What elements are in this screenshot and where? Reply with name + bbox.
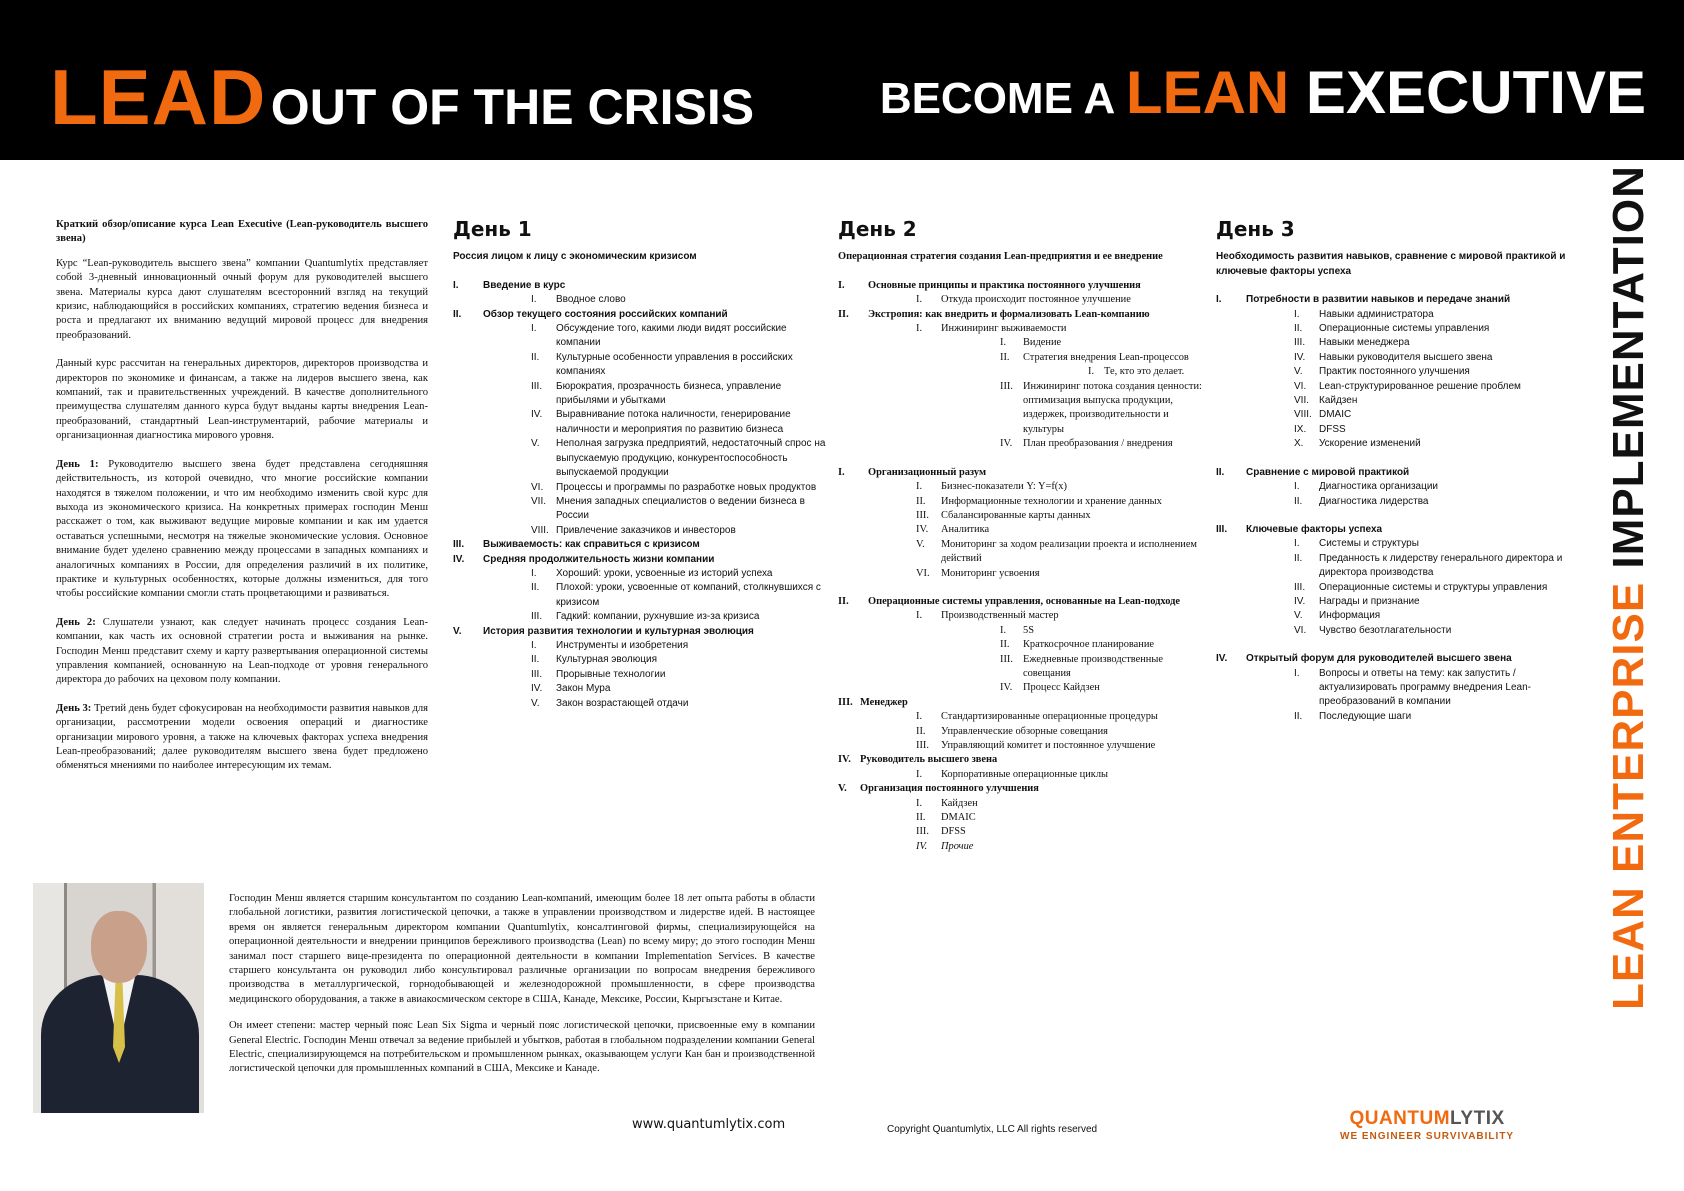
day-label: День 2: [56, 616, 96, 628]
day-1-title: День 1 [453, 217, 532, 241]
presenter-photo [33, 883, 204, 1113]
outline-item: II. Преданность к лидерству генерального директора и директора производства [1294, 552, 1563, 579]
side-vertical-title [1604, 165, 1654, 1010]
outline-item: I. Инструменты и изобретения [531, 639, 689, 651]
outline-item: V. Неполная загрузка предприятий, недостаточный спрос на выпускаемую продукцию, конкурентоспособность выпускаемой продукции [531, 438, 826, 479]
outline-item: IX. DFSS [1294, 423, 1346, 435]
outline-item: I. Бизнес-показатели Y: Y=f(x) [916, 481, 1067, 493]
quantumlytix-logo [1340, 1108, 1514, 1142]
outline-item: II. Диагностика лидерства [1294, 495, 1429, 507]
implementation-text: IMPLEMENTATION [1604, 165, 1653, 582]
outline-item: I. Инжиниринг выживаемости [916, 323, 1067, 335]
outline-item: IV. Награды и признание [1294, 595, 1420, 607]
bio-paragraph: Господин Менш является старшим консультантом по созданию Lean-компаний, имеющим более 18 лет опыта работы в области глобальной логистики, развития логистической цепочки, а также в управлении производством и лидерстве идей. В настоящее время он является генеральным директором компании Quantumlytix, консалтинговой фирмы, специализирующейся на операционной деятельности и внедрении принципов бережливого производства (Lean) по всему миру; до этого господин Менш занимал пост старшего вице-президента по операционной деятельности в компании Implementation Services. В качестве старшего консультанта он руководил либо консультировал различные организации по вопросам внедрения бережливого производства в металлургической, горнодобывающей и железнодорожной промышленности, в сфере производства медицинского оборудования, а также в авиакосмическом секторе в США, Канаде, Мексике, России, Кыргызстане и Китае. [229, 893, 815, 1005]
outline-item: VI. Мониторинг усвоения [916, 567, 1040, 579]
outline-item: I. Навыки администратора [1294, 308, 1434, 320]
intro-paragraph [56, 458, 428, 602]
outline-item: IV. Средняя продолжительность жизни компании [453, 553, 715, 565]
outline-item: IV. Открытый форум для руководителей высшего звена [1216, 653, 1512, 665]
outline-item: V. Закон возрастающей отдачи [531, 697, 689, 709]
outline-item: VI. Процессы и программы по разработке новых продуктов [531, 481, 817, 493]
out-of-crisis-text: OUT OF THE CRISIS [270, 79, 755, 135]
outline-item: V. Мониторинг за ходом реализации проекта и исполнением действий [916, 538, 1198, 565]
outline-item: III. Операционные системы и структуры управления [1294, 581, 1548, 593]
day-2-title: День 2 [838, 217, 917, 241]
outline-item: IV. Руководитель высшего звена [838, 754, 998, 766]
outline-item: III. Ключевые факторы успеха [1216, 523, 1383, 535]
outline-item: I. Потребности в развитии навыков и передаче знаний [1216, 294, 1511, 306]
outline-item: III. Навыки менеджера [1294, 337, 1410, 349]
paragraph-text: Слушатели узнают, как следует начинать процесс создания Lean-компании, как часть их основной стратегии роста и выживания на рынке. Господин Менш представит схему и карту развертывания операционной системы управления компанией, основанную на Lean-подходе от уровня генерального директора до рабочих на цеховом полу компании. [56, 616, 428, 686]
copyright-notice: Copyright Quantumlytix, LLC All rights reserved [887, 1124, 1098, 1135]
outline-item: X. Ускорение изменений [1294, 438, 1421, 450]
outline-item: I. Обсуждение того, какими люди видят российские компании [531, 323, 787, 349]
outline-item: I. Корпоративные операционные циклы [916, 768, 1108, 780]
day-3-column [1216, 217, 1596, 724]
website-url[interactable]: www.quantumlytix.com [632, 1117, 786, 1132]
logo-tagline: WE ENGINEER SURVIVABILITY [1340, 1131, 1515, 1142]
outline-item: I. Те, кто это делает. [1088, 366, 1185, 378]
day-1-column [453, 217, 833, 711]
headline-become [880, 58, 1646, 127]
day-label: День 1: [56, 458, 99, 470]
outline-item: IV. Процесс Кайдзен [1000, 682, 1100, 694]
outline-item: VII. Мнения западных специалистов о ведении бизнеса в России [531, 495, 805, 522]
outline-item: VI. Lean-структурированное решение проблем [1294, 380, 1521, 392]
outline-item: I. Кайдзен [916, 797, 978, 809]
outline-item: V. Информация [1294, 610, 1381, 622]
outline-item: II. Экстропия: как внедрить и формализовать Lean-компанию [838, 308, 1150, 320]
outline-item: I. Видение [1000, 337, 1062, 349]
lead-word: LEAD [50, 53, 267, 141]
outline-item: I. Хороший: уроки, усвоенные из историй успеха [531, 567, 773, 579]
outline-item: III. Прорывные технологии [531, 668, 666, 680]
lean-word: LEAN [1125, 59, 1290, 126]
day-label: День 3: [56, 702, 92, 714]
day-3-subtitle: Необходимость развития навыков, сравнение с мировой практикой и ключевые факторы успеха [1216, 251, 1566, 277]
intro-heading: Краткий обзор/описание курса Lean Executive (Lean-руководитель высшего звена) [56, 219, 428, 245]
outline-item: III. Управляющий комитет и постоянное улучшение [916, 740, 1156, 751]
outline-item: IV. Прочие [916, 840, 974, 852]
outline-item: I. Основные принципы и практика постоянного улучшения [838, 279, 1141, 291]
outline-item: II. DMAIC [916, 812, 976, 824]
outline-item: III. Сбалансированные карты данных [916, 509, 1091, 521]
outline-item: VIII. DMAIC [1294, 409, 1352, 421]
intro-paragraph [56, 616, 428, 688]
outline-item: I. Организационный разум [838, 466, 987, 478]
intro-paragraph [56, 702, 428, 774]
outline-item: IV. Аналитика [916, 524, 990, 536]
outline-item: IV. Навыки руководителя высшего звена [1294, 351, 1493, 363]
outline-item: II. Культурные особенности управления в российских компаниях [531, 351, 793, 378]
outline-item: I. Откуда происходит постоянное улучшение [916, 294, 1131, 306]
outline-item: I. Производственный мастер [916, 610, 1059, 622]
outline-item: I. Системы и структуры [1294, 538, 1419, 550]
intro-paragraph: Курс “Lean-руководитель высшего звена” компании Quantumlytix представляет собой 3-дневный инновационный очный форум для руководителей высшего звена. Материалы курса дают слушателям всесторонний взгляд на текущий кризис, наблюдающийся в российских компаниях, стратегию ведения бизнеса и роста и предлагают их вниманию ведущий мировой процесс для внедрения преобразований. [56, 257, 428, 341]
lean-enterprise-text: LEAN ENTERPRISE [1604, 581, 1653, 1010]
outline-item: VII. Кайдзен [1294, 395, 1358, 407]
outline-item: II. Обзор текущего состояния российских компаний [453, 308, 728, 320]
outline-item: II. Стратегия внедрения Lean-процессов [1000, 351, 1189, 363]
outline-item: I. Диагностика организации [1294, 481, 1439, 493]
outline-item: II. Информационные технологии и хранение данных [916, 495, 1162, 507]
outline-item: III. Гадкий: компании, рухнувшие из-за кризиса [531, 611, 760, 623]
executive-text: EXECUTIVE [1289, 59, 1646, 126]
outline-item: II. Сравнение с мировой практикой [1216, 466, 1410, 478]
logo-text-lytix: LYTIX [1450, 1108, 1505, 1129]
day-3-title: День 3 [1216, 217, 1295, 241]
outline-item: II. Краткосрочное планирование [1000, 639, 1155, 651]
paragraph-text: Руководителю высшего звена будет представлена сегодняшняя действительность, из которой очевидно, что многие российские компании находятся в тяжелом положении, и что им необходимо изменить свой курс для выхода из экономического кризиса. На конкретных примерах господин Менш расскажет о том, как выживают ведущие мировые компании и как им удается оставаться успешными, несмотря на тяжелые экономические условия. Основное внимание будет уделено сравнению между процессами в западных компаниях и аналогичных компаниях в России, для определения различий в их политике, практике и культурных особенностях, которые должны измениться, для того чтобы российские компании смогли стать процветающими и развиваться. [56, 458, 428, 600]
outline-item: III. Менеджер [838, 696, 908, 708]
outline-item: II. Операционные системы управления, основанные на Lean-подходе [838, 595, 1180, 607]
bio-paragraph: Он имеет степени: мастер черный пояс Lean Six Sigma и черный пояс логистической цепочки, присвоенные ему в компании General Electric. Господин Менш отвечал за ведение прибылей и убытков, работая в глобальном подразделении компании General Electric, специализирующемся на потребительском и промышленном рынках, оказывающем услуги Кан бан и производственной логистической цепочки для промышленных компаний в США, Мексике и Канаде. [229, 1020, 815, 1075]
outline-item: VIII. Привлечение заказчиков и инвесторов [531, 524, 736, 536]
outline-item: I. Введение в курс [453, 279, 566, 291]
outline-item: III. Бюрократия, прозрачность бизнеса, управление прибылями и убытками [531, 380, 782, 407]
outline-item: II. Последующие шаги [1294, 710, 1412, 722]
logo-text-quantum: QUANTUM [1349, 1108, 1451, 1129]
outline-item: II. Культурная эволюция [531, 654, 657, 666]
outline-item: III. Инжиниринг потока создания ценности: оптимизация выпуска продукции, издержек, производительности и культуры [1000, 380, 1202, 435]
become-text: BECOME A [879, 74, 1126, 123]
outline-item: V. История развития технологии и культурная эволюция [453, 625, 754, 637]
outline-item: IV. Закон Мура [531, 683, 611, 695]
outline-item: I. Вопросы и ответы на тему: как запустить / актуализировать программу внедрения Lean-преобразований в компании [1294, 667, 1531, 708]
headline-lead [50, 52, 754, 143]
outline-item: V. Организация постоянного улучшения [838, 783, 1039, 795]
presenter-bio [229, 892, 815, 1089]
paragraph-text: Третий день будет сфокусирован на необходимости развития навыков для организации, рассмотрении модели освоения операций и диагностике организации мирового уровня, а также на ключевых факторах успеха внедрения Lean-преобразований; далее руководителям высшего звена будет предложено обменяться мнениями по наиболее интересующим их темам. [56, 702, 428, 772]
course-intro [56, 218, 428, 788]
outline-item: I. 5S [1000, 624, 1034, 636]
outline-item: I. Стандартизированные операционные процедуры [916, 711, 1158, 723]
day-1-subtitle: Россия лицом к лицу с экономическим кризисом [453, 251, 697, 263]
header-banner [0, 0, 1684, 160]
outline-item: II. Управленческие обзорные совещания [916, 725, 1108, 737]
outline-item: III. DFSS [916, 826, 966, 838]
intro-paragraph: Данный курс рассчитан на генеральных директоров, директоров производства и директоров по экономике и финансам, а также на лидеров высшего звена, как компаний, так и правительственных учреждений. В качестве дополнительного преимущества слушателям данного курса будут выданы карты внедрения Lean-преобразований, стандартный Lean-инструментарий, рабочие материалы и организационная диагностика мирового уровня. [56, 358, 428, 442]
outline-item: III. Выживаемость: как справиться с кризисом [453, 539, 700, 551]
outline-item: II. Операционные системы управления [1294, 323, 1490, 335]
day-2-column [838, 217, 1208, 854]
outline-item: I. Вводное слово [531, 294, 626, 306]
outline-item: III. Ежедневные производственные совещания [1000, 653, 1163, 679]
day-2-subtitle: Операционная стратегия создания Lean-предприятия и ее внедрение [838, 251, 1163, 263]
outline-item: II. Плохой: уроки, усвоенные от компаний, столкнувшихся с кризисом [531, 582, 821, 608]
outline-item: IV. Выравнивание потока наличности, генерирование наличности и мероприятия по развитию бизнеса [531, 409, 791, 435]
outline-item: V. Практик постоянного улучшения [1294, 366, 1470, 378]
outline-item: VI. Чувство безотлагательности [1294, 624, 1452, 636]
outline-item: IV. План преобразования / внедрения [1000, 438, 1173, 450]
